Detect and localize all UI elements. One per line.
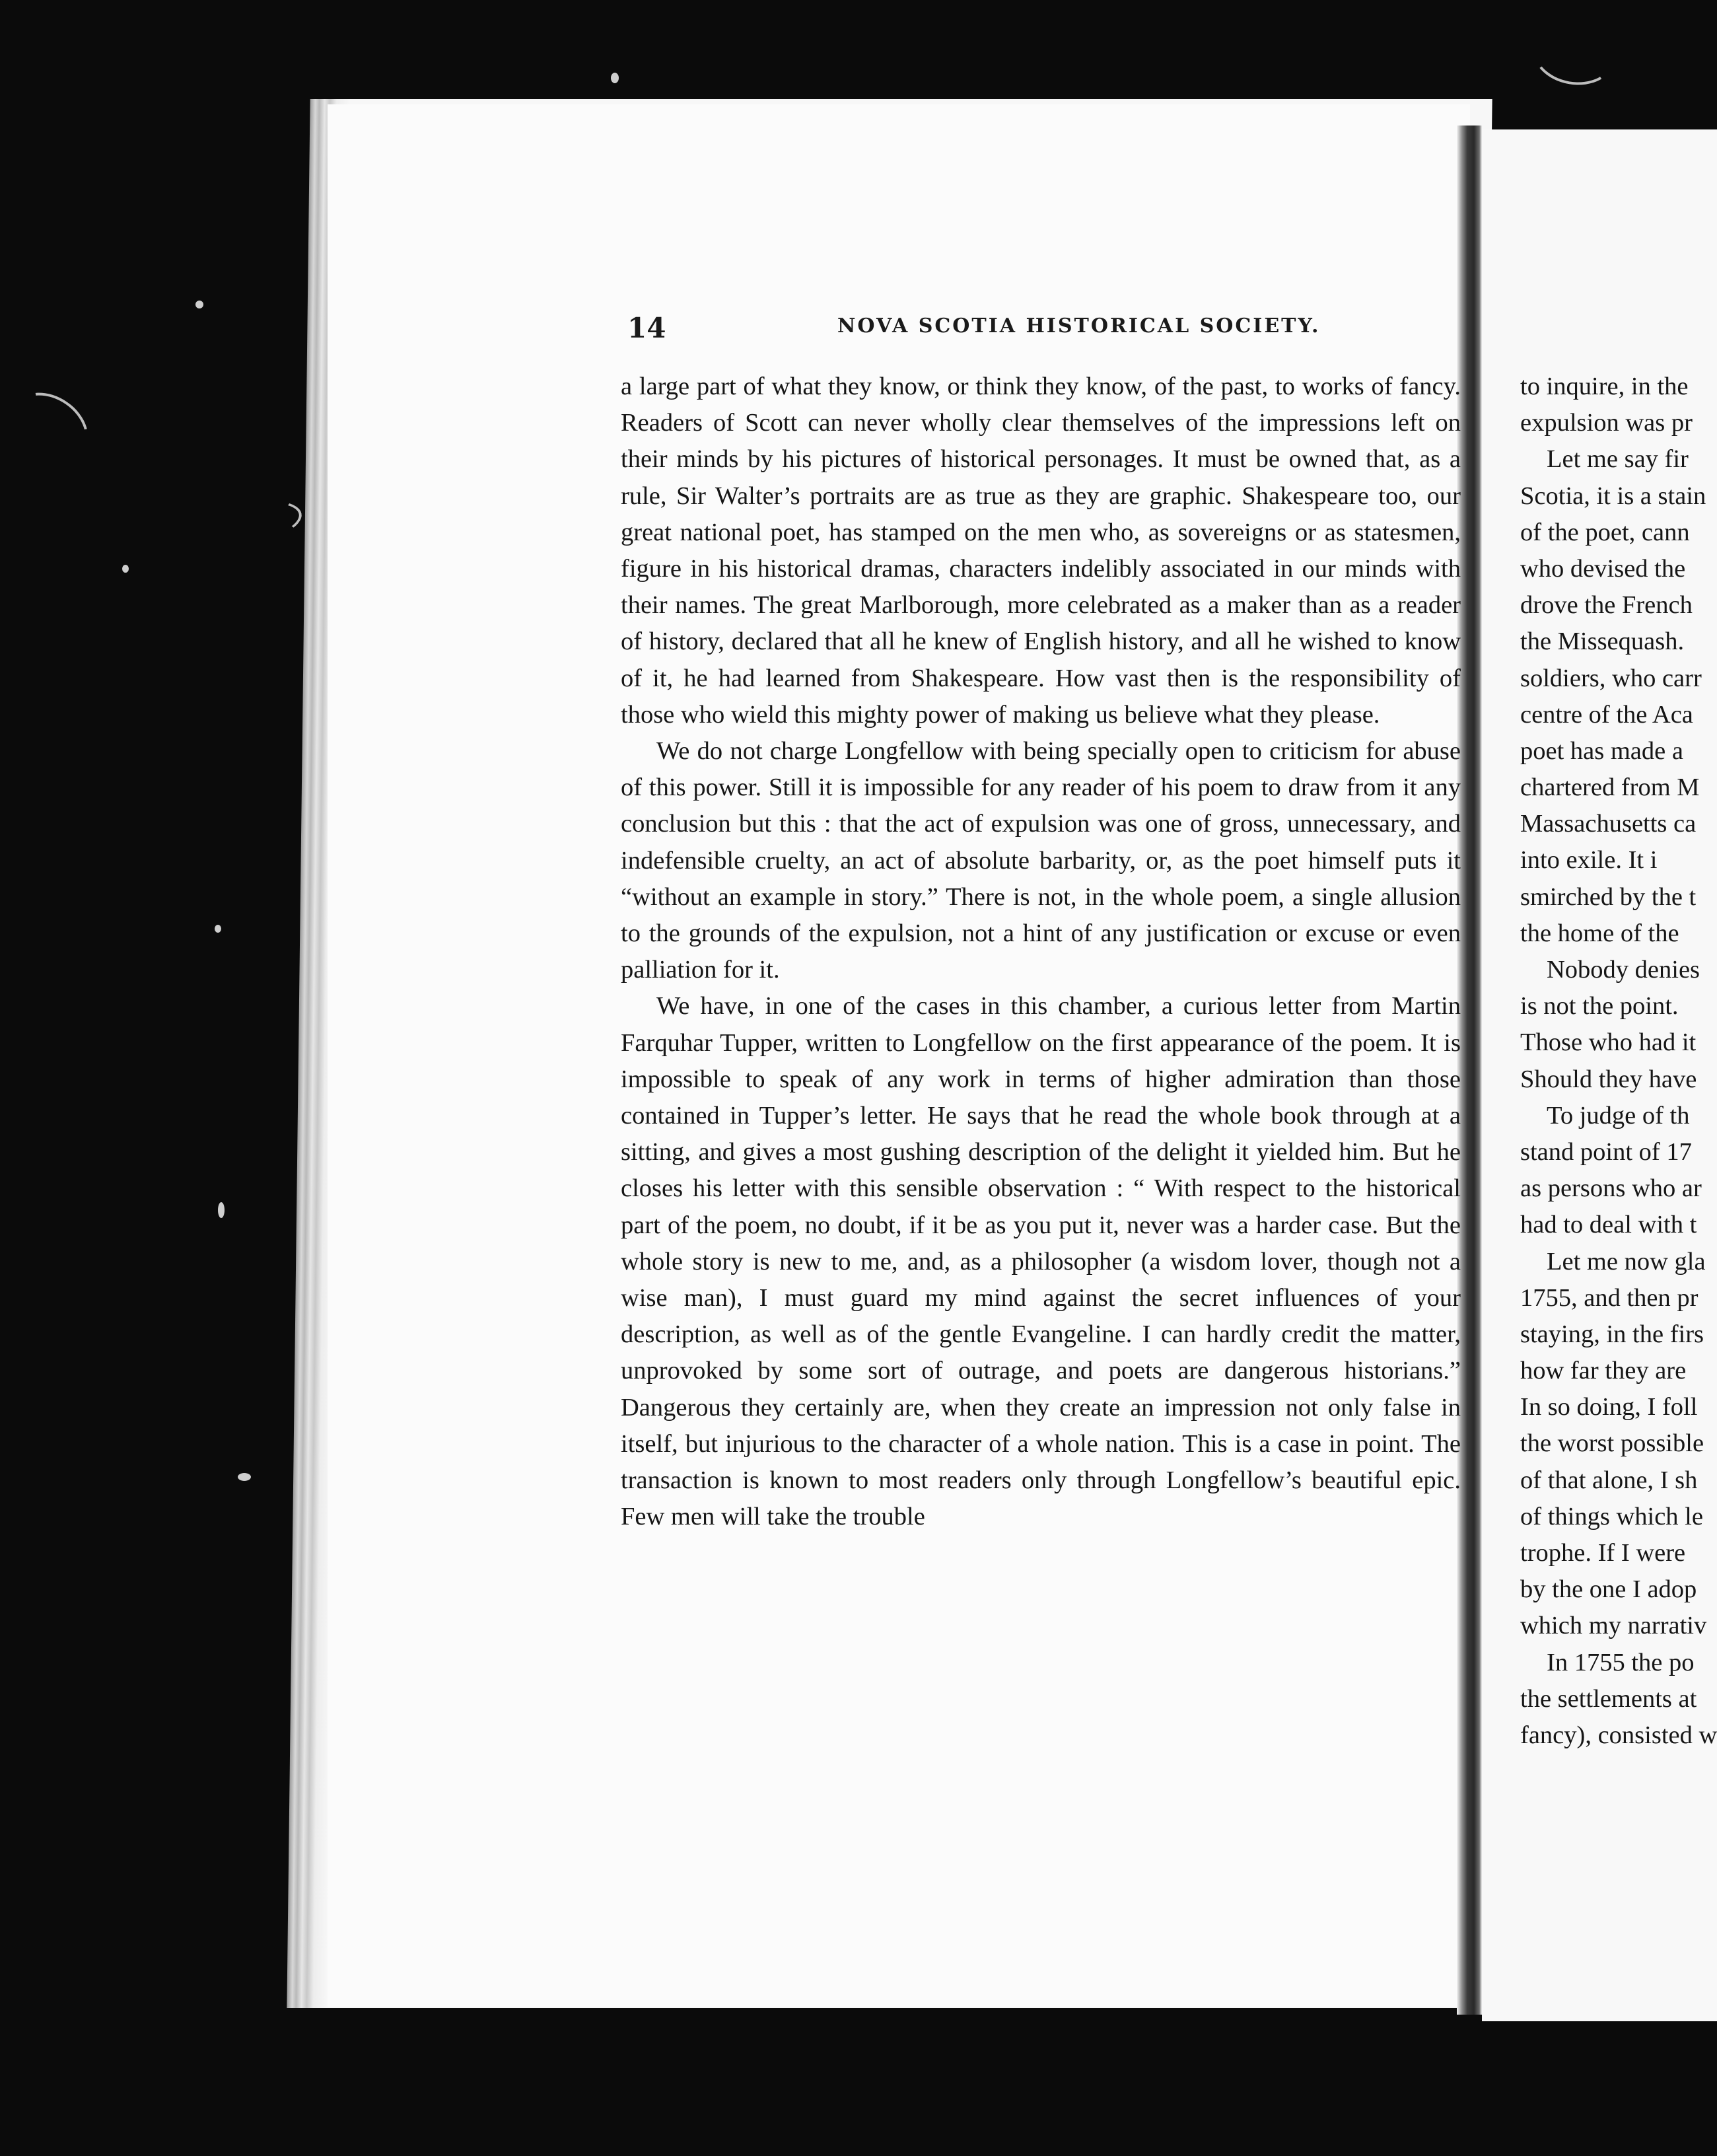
right-column-line: of that alone, I sh bbox=[1520, 1466, 1698, 1494]
right-column-line: who devised the bbox=[1520, 554, 1686, 583]
right-column-line: centre of the Aca bbox=[1520, 700, 1693, 729]
right-column-line: staying, in the firs bbox=[1520, 1320, 1704, 1348]
right-column-line: trophe. If I were bbox=[1520, 1539, 1686, 1567]
fiber-strand bbox=[0, 378, 102, 480]
right-column-line: Those who had it bbox=[1520, 1028, 1697, 1057]
right-column-line: Should they have bbox=[1520, 1065, 1697, 1093]
right-column-line: the home of the bbox=[1520, 919, 1679, 947]
right-column-line: drove the French bbox=[1520, 591, 1693, 620]
dust-speck bbox=[218, 1202, 225, 1218]
right-column-line: soldiers, who carr bbox=[1520, 664, 1702, 692]
right-column-line: Nobody denies bbox=[1547, 956, 1700, 984]
right-column-line: is not the point. bbox=[1520, 992, 1679, 1021]
right-column-line: stand point of 17 bbox=[1520, 1137, 1692, 1166]
right-column-line: Massachusetts ca bbox=[1520, 810, 1697, 838]
right-column-line: 1755, and then pr bbox=[1520, 1283, 1699, 1312]
right-column-line: of the poet, cann bbox=[1520, 518, 1690, 546]
right-column-line: to inquire, in the bbox=[1520, 373, 1689, 400]
right-column-line: as persons who ar bbox=[1520, 1174, 1702, 1203]
dust-speck bbox=[195, 301, 203, 308]
right-text-column bbox=[1520, 369, 1717, 1754]
right-column-line: the Missequash. bbox=[1520, 628, 1685, 656]
right-column-line: expulsion was pr bbox=[1520, 409, 1693, 437]
right-column-line: smirched by the t bbox=[1520, 882, 1697, 911]
right-column-line: fancy), consisted w bbox=[1520, 1721, 1717, 1749]
dust-speck bbox=[122, 565, 129, 573]
right-column-line: the settlements at bbox=[1520, 1684, 1697, 1713]
right-column-line: In 1755 the po bbox=[1547, 1648, 1695, 1676]
right-column-line: the worst possible bbox=[1520, 1429, 1704, 1458]
right-column-line: To judge of th bbox=[1547, 1101, 1690, 1130]
right-column-line: Let me now gla bbox=[1547, 1247, 1706, 1276]
running-head bbox=[627, 312, 1446, 351]
right-column-line: poet has made a bbox=[1520, 737, 1683, 765]
right-column-line: In so doing, I foll bbox=[1520, 1393, 1698, 1421]
paragraph: We have, in one of the cases in this chamber, a curious letter from Martin Farquhar Tupper, written to Longfellow on the first appearance of the poem. It is impossible to speak of any work in terms of higher admiration than those contained in Tupper’s letter. He says that he read the whole book through at a sitting, and gives a most gushing description of the delight it yielded him. But he closes his letter with this sensible observation : “ With respect to the historical part of the poem, no doubt, if it be as you put it, never was a harder case. But the whole story is new to me, and, as a philosopher (a wisdom lover, though not a wise man), I must guard my mind against the secret influences of your description, as well as of the gentle Evangeline. I can hardly credit the matter, unprovoked by some sort of outrage, and poets are dangerous historians.” Dangerous they certainly are, when they create an impression not only false in itself, but injurious to the character of a whole nation. This is a case in point. The transaction is known to most readers only through Longfellow’s beautiful epic. Few men will take the trouble bbox=[621, 992, 1461, 1531]
paragraph: a large part of what they know, or think they know, of the past, to works of fancy. Readers of Scott can never wholly clear themselves of the impressions left on their minds by his pictures of historical personages. It must be owned that, as a rule, Sir Walter’s portraits are as true as they are graphic. Shakespeare too, our great national poet, has stamped on the men who, as sovereigns or as statesmen, figure in his historical dramas, characters indelibly associated in our minds with their names. The great Marlborough, more celebrated as a maker than as a reader of history, declared that all he knew of English history, and all he wished to know of it, he had learned from Shakespeare. How vast then is the responsibility of those who wield this mighty power of making us believe what they please. bbox=[621, 373, 1461, 729]
right-column-line: which my narrativ bbox=[1520, 1612, 1707, 1640]
paragraph: We do not charge Longfellow with being specially open to criticism for abuse of this power. Still it is impossible for any reader of his poem to draw from it any conclusion but this : that the act of expulsion was one of gross, unnecessary, and indefensible cruelty, an act of absolute barbarity, or, as the poet himself puts it “without an example in story.” There is not, in the whole poem, a single allusion to the grounds of the expulsion, not a hint of any justification or excuse or even palliation for it. bbox=[621, 737, 1461, 984]
right-column-line: had to deal with t bbox=[1520, 1211, 1697, 1239]
page-number: 14 bbox=[627, 312, 666, 344]
right-column-line: chartered from M bbox=[1520, 773, 1700, 802]
dust-speck bbox=[611, 73, 619, 83]
journal-title: NOVA SCOTIA HISTORICAL SOCIETY. bbox=[837, 314, 1321, 338]
right-column-line: Let me say fir bbox=[1547, 445, 1689, 474]
right-column-line: Scotia, it is a stain bbox=[1520, 482, 1706, 510]
dust-speck bbox=[238, 1473, 251, 1481]
right-column-line: by the one I adop bbox=[1520, 1575, 1697, 1604]
dust-speck bbox=[215, 925, 221, 933]
right-column-line: into exile. It i bbox=[1520, 846, 1658, 875]
left-text-column bbox=[621, 369, 1461, 1536]
right-column-line: how far they are bbox=[1520, 1357, 1687, 1385]
right-column-line: of things which le bbox=[1520, 1502, 1703, 1530]
fiber-strand bbox=[1527, 13, 1621, 92]
fiber-strand bbox=[176, 491, 306, 557]
